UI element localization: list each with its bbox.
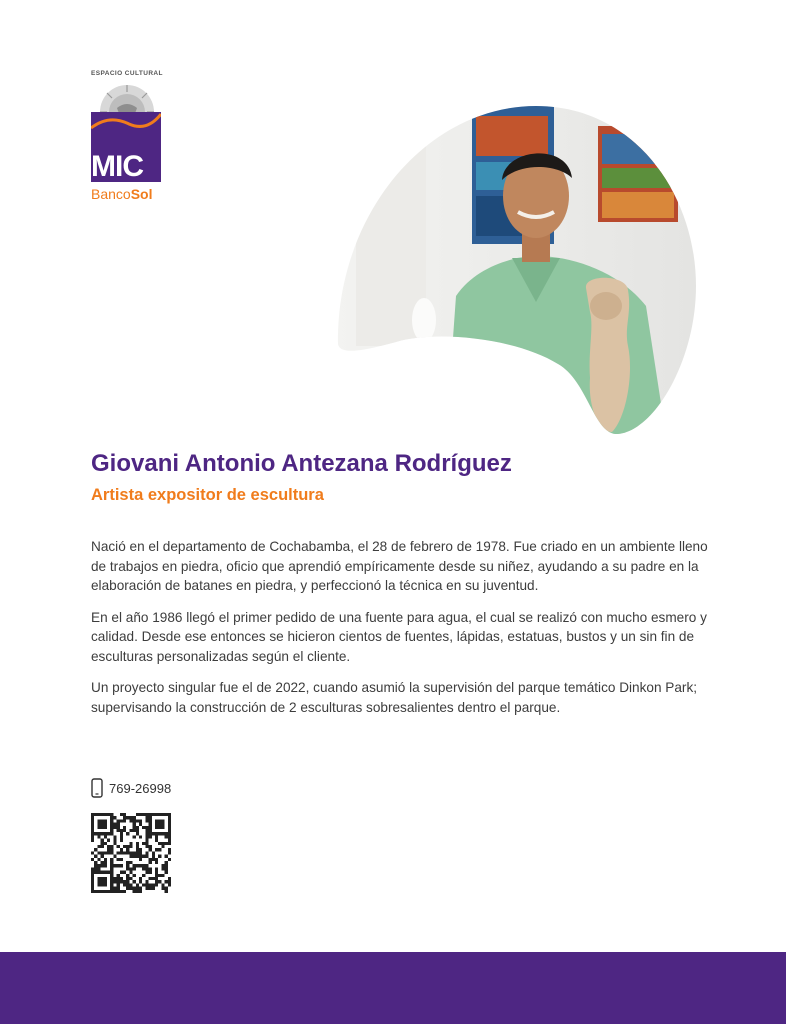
bio-paragraph: En el año 1986 llegó el primer pedido de una fuente para agua, el cual se realizó con mucho esmero y calidad. Desde ese entonces se hicieron cientos de fuentes, lápidas, estatuas, bustos y un sin fin de esculturas personalizadas según el cliente. — [91, 609, 707, 664]
footer-bar — [0, 952, 786, 1024]
phone-number: 769-26998 — [109, 780, 172, 796]
logo-caption: ESPACIO CULTURAL — [91, 70, 163, 77]
bio-paragraph: Nació en el departamento de Cochabamba, el 28 de febrero de 1978. Fue criado en un ambiente lleno de trabajos en piedra, oficio que aprendió empíricamente desde su niñez, ayudando a su padre en la elaboración de batanes en piedra, y perfeccionó la técnica en su juventud. — [91, 539, 708, 593]
phone-contact — [91, 778, 171, 798]
artist-role: Artista expositor de escultura — [91, 486, 324, 504]
artist-name: Giovani Antonio Antezana Rodríguez — [91, 450, 512, 477]
logo-bank-prefix: Banco — [91, 186, 131, 202]
bio-paragraph: Un proyecto singular fue el de 2022, cuando asumió la supervisión del parque temático Dinkon Park; supervisando la construcción de 2 esculturas sobresalientes dentro el parque. — [91, 680, 698, 715]
artist-portrait-photo — [336, 106, 696, 436]
logo-bank-name — [91, 186, 152, 202]
mobile-phone-icon — [91, 778, 103, 798]
qr-code-icon[interactable] — [91, 813, 171, 893]
artist-biography — [91, 537, 711, 729]
logo-mic-text: MIC — [91, 150, 143, 183]
logo-bank-suffix: Sol — [130, 186, 153, 202]
mic-bancosol-logo — [88, 70, 168, 202]
